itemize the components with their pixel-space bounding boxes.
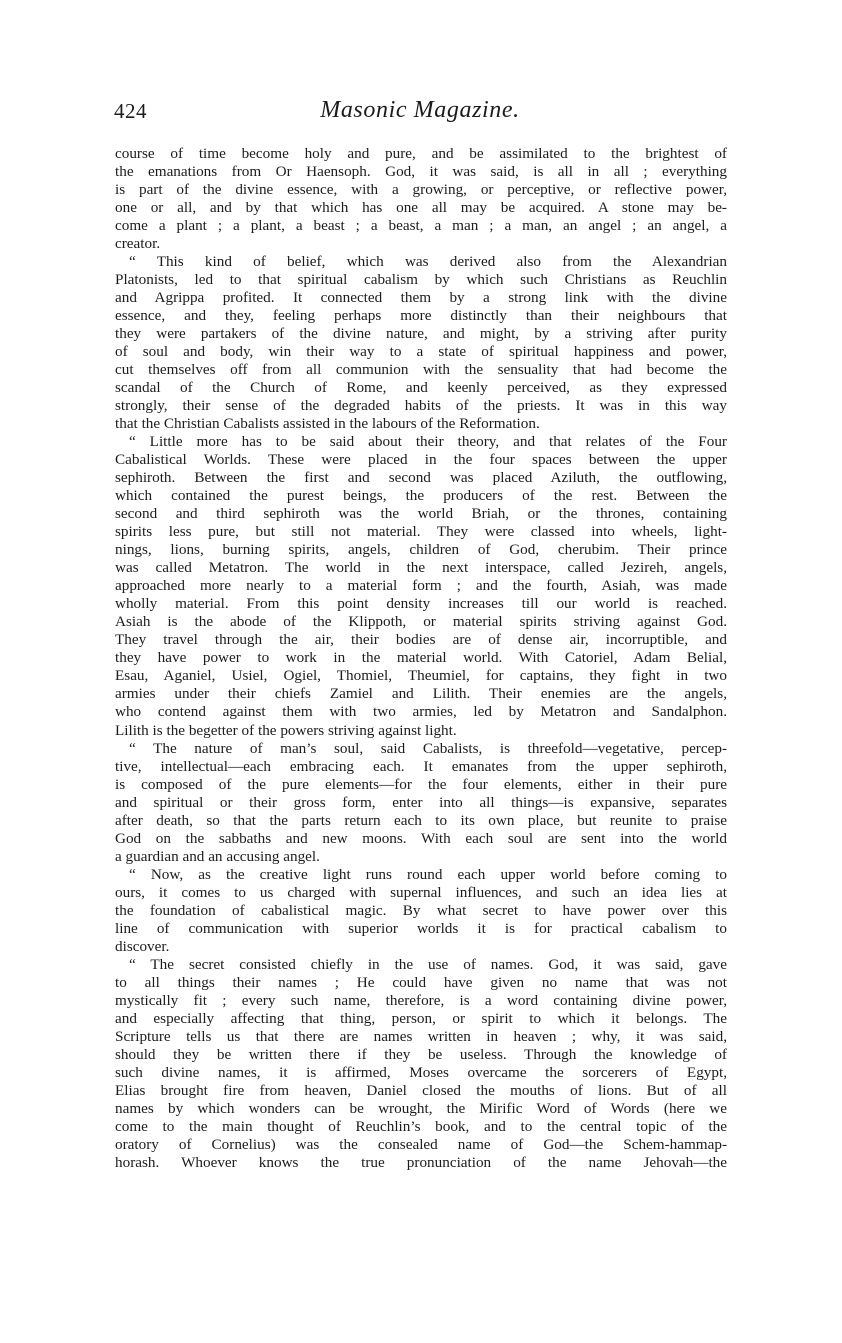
text-line: Asiah is the abode of the Klippoth, or material spirits striving against God. [115, 613, 727, 631]
text-line: the emanations from Or Haensoph. God, it was said, is all in all ; everything [115, 163, 727, 181]
text-line: names by which wonders can be wrought, the Mirific Word of Words (here we [115, 1099, 727, 1117]
text-line: who contend against them with two armies, led by Metatron and Sandalphon. [115, 703, 727, 721]
text-line: “ The secret consisted chiefly in the use of names. God, it was said, gave [129, 955, 727, 973]
text-line: scandal of the Church of Rome, and keenly perceived, as they expressed [115, 379, 727, 397]
text-line: such divine names, it is affirmed, Moses overcame the sorcerers of Egypt, [115, 1063, 727, 1081]
text-line: approached more nearly to a material form ; and the fourth, Asiah, was made [115, 577, 727, 595]
text-line: cut themselves off from all communion with the sensuality that had become the [115, 361, 727, 379]
text-line: that the Christian Cabalists assisted in the labours of the Reformation. [115, 415, 540, 433]
text-line: is part of the divine essence, with a growing, or perceptive, or reflective power, [115, 181, 727, 199]
text-line: creator. [115, 235, 161, 253]
text-line: sephiroth. Between the first and second was placed Aziluth, the outflowing, [115, 469, 727, 487]
article-body [115, 145, 727, 1172]
text-line: they were partakers of the divine nature, and might, by a striving after purity [115, 325, 727, 343]
text-line: of soul and body, win their way to a state of spiritual happiness and power, [115, 343, 727, 361]
text-line: line of communication with superior worlds it is for practical cabalism to [115, 919, 727, 937]
text-line: Cabalistical Worlds. These were placed in the four spaces between the upper [115, 451, 727, 469]
text-line: “ This kind of belief, which was derived also from the Alexandrian [129, 253, 727, 271]
page-number: 424 [114, 99, 147, 123]
text-line: armies under their chiefs Zamiel and Lilith. Their enemies are the angels, [115, 685, 727, 703]
text-line: a guardian and an accusing angel. [115, 847, 320, 865]
text-line: “ Now, as the creative light runs round each upper world before coming to [129, 865, 727, 883]
text-line: one or all, and by that which has one all may be acquired. A stone may be- [115, 199, 727, 217]
text-line: after death, so that the parts return each to its own place, but reunite to praise [115, 811, 727, 829]
text-line: was called Metatron. The world in the next interspace, called Jezireh, angels, [115, 559, 727, 577]
text-line: Esau, Aganiel, Usiel, Ogiel, Thomiel, Theumiel, for captains, they fight in two [115, 667, 727, 685]
text-line: oratory of Cornelius) was the consealed name of God—the Schem-hammap- [115, 1135, 727, 1153]
text-line: “ The nature of man’s soul, said Cabalists, is threefold—vegetative, percep- [129, 739, 727, 757]
text-line: come to the main thought of Reuchlin’s book, and to the central topic of the [115, 1117, 727, 1135]
text-line: wholly material. From this point density increases till our world is reached. [115, 595, 727, 613]
text-line: and especially affecting that thing, person, or spirit to which it belongs. The [115, 1009, 727, 1027]
text-line: come a plant ; a plant, a beast ; a beast, a man ; a man, an angel ; an angel, a [115, 217, 727, 235]
text-line: is composed of the pure elements—for the four elements, either in their pure [115, 775, 727, 793]
page-header [114, 99, 726, 133]
text-line: Elias brought fire from heaven, Daniel closed the mouths of lions. But of all [115, 1081, 727, 1099]
text-line: Scripture tells us that there are names written in heaven ; why, it was said, [115, 1027, 727, 1045]
text-line: should they be written there if they be useless. Through the knowledge of [115, 1045, 727, 1063]
text-line: to all things their names ; He could have given no name that was not [115, 973, 727, 991]
text-line: God on the sabbaths and new moons. With each soul are sent into the world [115, 829, 727, 847]
text-line: course of time become holy and pure, and be assimilated to the brightest of [115, 145, 727, 162]
text-line: “ Little more has to be said about their theory, and that relates of the Four [129, 433, 727, 451]
text-line: the foundation of cabalistical magic. By what secret to have power over this [115, 901, 727, 919]
text-line: horash. Whoever knows the true pronunciation of the name Jehovah—the [115, 1153, 727, 1171]
text-line: They travel through the air, their bodies are of dense air, incorruptible, and [115, 631, 727, 649]
text-line: discover. [115, 937, 170, 955]
text-line: nings, lions, burning spirits, angels, children of God, cherubim. Their prince [115, 541, 727, 559]
text-line: which contained the purest beings, the producers of the rest. Between the [115, 487, 727, 505]
running-title: Masonic Magazine. [320, 97, 520, 123]
text-line: ours, it comes to us charged with supernal influences, and such an idea lies at [115, 883, 727, 901]
text-line: Platonists, led to that spiritual cabalism by which such Christians as Reuchlin [115, 271, 727, 289]
text-line: mystically fit ; every such name, therefore, is a word containing divine power, [115, 991, 727, 1009]
text-line: they have power to work in the material world. With Catoriel, Adam Belial, [115, 649, 727, 667]
text-line: strongly, their sense of the degraded habits of the priests. It was in this way [115, 397, 727, 415]
text-line: second and third sephiroth was the world Briah, or the thrones, containing [115, 505, 727, 523]
text-line: essence, and they, feeling perhaps more distinctly than their neighbours that [115, 307, 727, 325]
text-line: tive, intellectual—each embracing each. It emanates from the upper sephiroth, [115, 757, 727, 775]
text-line: spirits less pure, but still not material. They were classed into wheels, light- [115, 523, 727, 541]
text-line: and Agrippa profited. It connected them by a strong link with the divine [115, 289, 727, 307]
text-line: and spiritual or their gross form, enter into all things—is expansive, separates [115, 793, 727, 811]
text-line: Lilith is the begetter of the powers striving against light. [115, 721, 457, 739]
